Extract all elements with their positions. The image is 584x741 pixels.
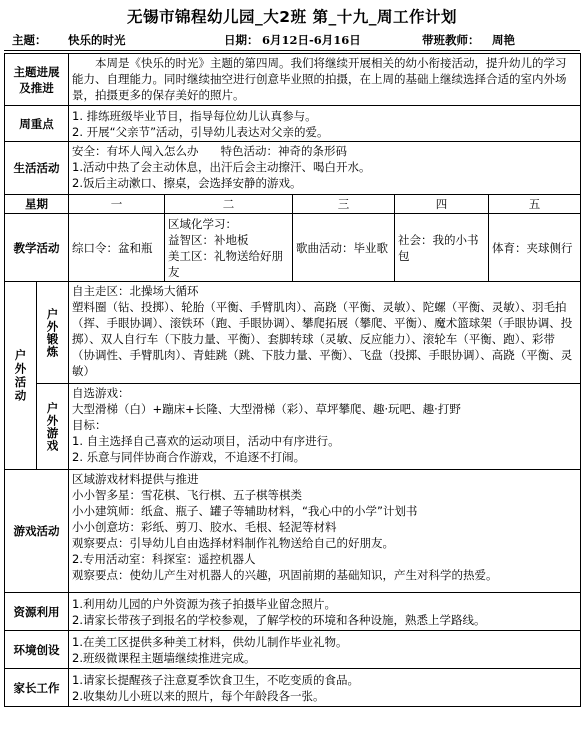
weekday-label: 星期 [5, 195, 69, 214]
teaching-mon: 综口令：盆和瓶 [69, 214, 165, 282]
document-title: 无锡市锦程幼儿园_大2班 第_十九_周工作计划 [127, 8, 457, 26]
special-activity: 特色活动：神奇的条形码 [220, 144, 347, 158]
life-line: 2.饭后主动漱口、擦桌，会选择安静的游戏。 [72, 176, 302, 190]
environment-label: 环境创设 [5, 631, 69, 669]
teacher-value: 周艳 [492, 33, 515, 47]
environment-line: 2.班级微课程主题墙继续推进完成。 [72, 650, 256, 665]
teaching-thu: 社会：我的小书包 [395, 214, 489, 282]
game-line: 小小创意坊：彩纸、剪刀、胶水、毛根、轻泥等材料 [72, 520, 337, 534]
row-teaching [5, 214, 581, 282]
week-focus-line: 2. 开展“父亲节”活动，引导幼儿表达对父亲的爱。 [72, 124, 329, 139]
plan-table [4, 53, 581, 707]
resources-line: 1.利用幼儿园的户外资源为孩子拍摄毕业留念照片。 [72, 596, 336, 611]
game-line: 小小建筑师：纸盒、瓶子、罐子等辅助材料，“我心中的小学”计划书 [72, 504, 418, 518]
life-label: 生活活动 [5, 142, 69, 195]
row-outdoor-games [5, 384, 581, 470]
resources-content [69, 593, 581, 631]
outdoor-exercise-content [69, 282, 581, 384]
theme-value: 快乐的时光 [68, 33, 126, 47]
outdoor-games-content [69, 384, 581, 470]
row-life [5, 142, 581, 195]
exercise-equipment: 塑料圈（钻、投掷）、轮胎（平衡、手臂肌肉）、高跷（平衡、灵敏）、陀螺（平衡、灵敏）、羽毛拍（挥、手眼协调）、滚铁环（跑、手眼协调）、攀爬拓展（攀爬、平衡）、魔术篮球架（手眼协调、投掷）、双人自行车（下肢力量、平衡）、套脚转球（灵敏、反应能力）、滚轮车（平衡、跑）、彩带（协调性、手臂肌肉）、青蛙跳（跳、下肢力量、平衡）、飞盘（投掷、手眼协调）、高跷（平衡、灵敏） [72, 300, 573, 378]
theme-progress-text: 本周是《快乐的时光》主题的第四周。我们将继续开展相关的幼小衔接活动，提升幼儿的学习能力、自理能力。同时继续抽空进行创意毕业照的拍摄，在上周的基础上继续选择合适的室内外场景，拍摄更多的保存美好的照片。 [69, 54, 581, 106]
safety-topic: 安全：有坏人闯入怎么办 [72, 144, 199, 158]
teaching-label: 教学活动 [5, 214, 69, 282]
games-line: 1. 自主选择自己喜欢的运动项目，活动中有序进行。 [72, 434, 340, 448]
environment-content [69, 631, 581, 669]
teacher-label: 带班教师： [422, 33, 480, 47]
outdoor-games-label: 户外游戏 [37, 384, 69, 470]
parents-line: 1.请家长提醒孩子注意夏季饮食卫生，不吃变质的食品。 [72, 672, 359, 687]
parents-content [69, 669, 581, 707]
date-value: 6月12日-6月16日 [262, 33, 361, 47]
resources-line: 2.请家长带孩子到报名的学校参观，了解学校的环境和各种设施，熟悉上学路线。 [72, 612, 486, 627]
outdoor-label: 户外活动 [5, 282, 37, 470]
games-line: 2. 乐意与同伴协商合作游戏，不追逐不打闹。 [72, 450, 306, 464]
teaching-fri: 体育：夹球侧行 [489, 214, 581, 282]
weekday-mon: 一 [69, 195, 165, 214]
weekday-thu: 四 [395, 195, 489, 214]
row-week-focus [5, 106, 581, 142]
row-weekdays [5, 195, 581, 214]
theme-label: 主题： [12, 33, 47, 47]
row-parents [5, 669, 581, 707]
game-activity-content [69, 470, 581, 593]
row-resources [5, 593, 581, 631]
date-label: 日期： [224, 33, 259, 47]
row-outdoor-exercise [5, 282, 581, 384]
weekday-fri: 五 [489, 195, 581, 214]
week-focus-line: 1. 排练班级毕业节目，指导每位幼儿认真参与。 [72, 108, 317, 123]
games-line: 自选游戏： [72, 386, 130, 400]
teaching-wed: 歌曲活动：毕业歌 [293, 214, 395, 282]
teaching-tue: 区域化学习： 益智区：补地板 美工区：礼物送给好朋友 [165, 214, 293, 282]
week-focus-content [69, 106, 581, 142]
games-line: 大型滑梯（白）+蹦床+长隆、大型滑梯（彩）、草坪攀爬、趣·玩吧、趣·打野 [72, 402, 461, 416]
game-line: 2.专用活动室：科探室：遥控机器人 [72, 552, 256, 566]
weekday-tue: 二 [165, 195, 293, 214]
games-line: 目标： [72, 418, 107, 432]
game-line: 观察要点：引导幼儿自由选择材料制作礼物送给自己的好朋友。 [72, 536, 394, 550]
theme-progress-label: 主题进展及推进 [5, 54, 69, 106]
meta-row [4, 32, 580, 48]
resources-label: 资源利用 [5, 593, 69, 631]
meta-underline [4, 50, 580, 51]
life-content [69, 142, 581, 195]
row-theme-progress [5, 54, 581, 106]
life-line: 1.活动中热了会主动休息，出汗后会主动擦汗、喝白开水。 [72, 160, 371, 174]
weekday-wed: 三 [293, 195, 395, 214]
week-focus-label: 周重点 [5, 106, 69, 142]
parents-label: 家长工作 [5, 669, 69, 707]
game-line: 观察要点：使幼儿产生对机器人的兴趣，巩固前期的基础知识，产生对科学的热爱。 [72, 568, 498, 582]
row-game-activity [5, 470, 581, 593]
outdoor-exercise-label: 户外锻炼 [37, 282, 69, 384]
game-activity-label: 游戏活动 [5, 470, 69, 593]
row-environment [5, 631, 581, 669]
game-line: 区域游戏材料提供与推进 [72, 472, 199, 486]
environment-line: 1.在美工区提供多种美工材料，供幼儿制作毕业礼物。 [72, 634, 348, 649]
exercise-area: 自主走区：北操场大循环 [72, 284, 199, 298]
parents-line: 2.收集幼儿小班以来的照片，每个年龄段各一张。 [72, 688, 325, 703]
game-line: 小小智多星：雪花棋、飞行棋、五子棋等棋类 [72, 488, 302, 502]
